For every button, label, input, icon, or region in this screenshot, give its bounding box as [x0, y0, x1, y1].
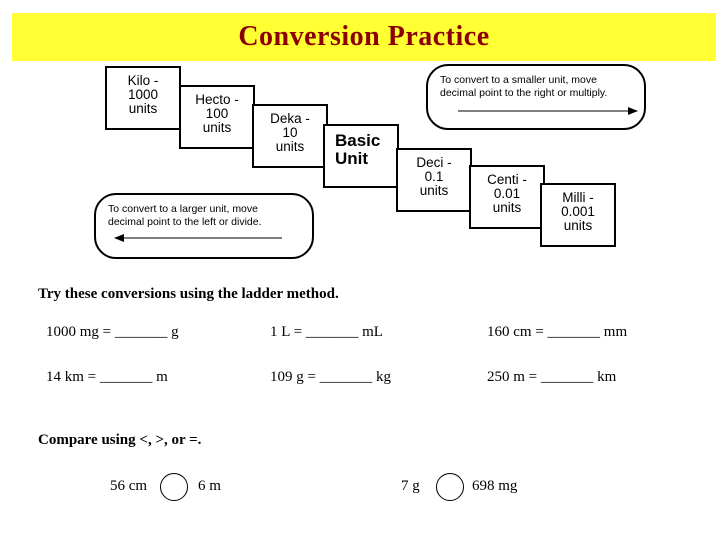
- problem-5: 109 g = _______ kg: [270, 369, 391, 385]
- problem-6: 250 m = _______ km: [487, 369, 617, 385]
- problem-2: 1 L = _______ mL: [270, 324, 383, 340]
- compare-1-left: 56 cm: [110, 478, 148, 494]
- note-smaller-unit: To convert to a smaller unit, move decimal point to the right or multiply.: [426, 64, 646, 130]
- step-deka: Deka - 10 units: [252, 104, 328, 168]
- step-kilo: Kilo - 1000 units: [105, 66, 181, 130]
- step-deci: Deci - 0.1 units: [396, 148, 472, 212]
- step-hecto: Hecto - 100 units: [179, 85, 255, 149]
- compare-1-answer-circle[interactable]: [160, 473, 188, 501]
- problem-4: 14 km = _______ m: [46, 369, 168, 385]
- left-arrow-icon: [114, 233, 284, 243]
- compare-2-right: 698 mg: [472, 478, 518, 494]
- problem-3: 160 cm = _______ mm: [487, 324, 628, 340]
- compare-1-right: 6 m: [198, 478, 221, 494]
- note-larger-unit: To convert to a larger unit, move decimal point to the left or divide.: [94, 193, 314, 259]
- page-title: Conversion Practice: [12, 13, 716, 61]
- problem-1: 1000 mg = _______ g: [46, 324, 179, 340]
- compare-heading: Compare using <, >, or =.: [38, 432, 202, 448]
- step-basic-unit: Basic Unit: [323, 124, 399, 188]
- compare-2-left: 7 g: [401, 478, 420, 494]
- compare-2-answer-circle[interactable]: [436, 473, 464, 501]
- conversions-heading: Try these conversions using the ladder method.: [38, 286, 339, 302]
- step-milli: Milli - 0.001 units: [540, 183, 616, 247]
- right-arrow-icon: [458, 106, 638, 116]
- step-centi: Centi - 0.01 units: [469, 165, 545, 229]
